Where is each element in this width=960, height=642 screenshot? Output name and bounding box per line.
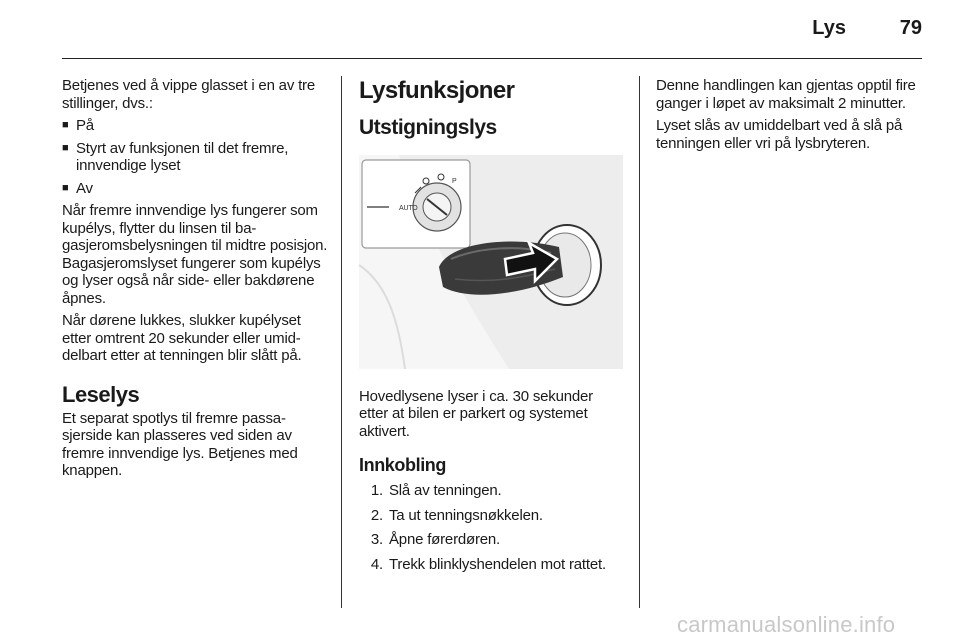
body-paragraph: Når dørene lukkes, slukker kupélyset etter omtrent 20 sekunder eller umiddelbart etter at tenningen blir slått på. <box>62 312 302 364</box>
page-title: Lys <box>812 17 846 39</box>
section-heading-leselys: Leselys <box>62 381 140 407</box>
step-number: 2. <box>370 506 383 524</box>
column-right <box>656 77 924 157</box>
watermark: carmanualsonline.info <box>677 612 896 637</box>
step-text: Trekk blinklyshendelen mot rattet. <box>389 555 606 573</box>
square-bullet-icon: ■ <box>62 141 69 154</box>
column-divider-2 <box>639 76 640 608</box>
page-number: 79 <box>899 17 922 39</box>
intro-paragraph: Betjenes ved å vippe glasset i en av tre stillinger, dvs.: <box>62 77 315 112</box>
bullet-text: Av <box>76 179 93 197</box>
bullet-text: På <box>76 117 94 134</box>
step-text: Åpne førerdøren. <box>389 531 501 548</box>
body-paragraph: Hovedlysene lyser i ca. 30 sekunder etter at bilen er parkert og systemet aktivert. <box>359 387 593 440</box>
body-paragraph: Lyset slås av umiddelbart ved å slå på tenningen eller vri på lysbryteren. <box>656 117 903 152</box>
body-paragraph: Denne handlingen kan gjentas opptil fire ganger i løpet av maksimalt 2 minutter. <box>656 77 916 112</box>
step-number: 3. <box>370 531 383 548</box>
step-number: 1. <box>370 482 383 499</box>
bullet-item <box>62 140 328 175</box>
square-bullet-icon: ■ <box>62 119 69 131</box>
bullet-item <box>62 117 328 135</box>
bullet-text: Styrt av funksjonen til det fremre, innvendige lyset <box>76 139 289 174</box>
step-item <box>359 556 625 574</box>
square-bullet-icon: ■ <box>62 181 69 194</box>
subsection-heading-innkobling: Innkobling <box>359 455 446 475</box>
auto-symbol-label: AUTO <box>399 205 418 212</box>
section-heading-lysfunksjoner: Lysfunksjoner <box>359 77 515 104</box>
parking-symbol-label: P <box>452 178 457 185</box>
body-paragraph: Et separat spotlys til fremre passasjerside kan plasseres ved siden av fremre innvendige lys. Betjenes med knappen. <box>62 409 298 479</box>
step-item <box>359 507 625 525</box>
body-paragraph: Når fremre innvendige lys fungerer som kupélys, flytter du linsen til bagasjeromsbelysningen til midtre posisjon. Bagasjeromslyset fungerer som kupélys og lyser også når side- eller bakdørene åpnes. <box>62 202 328 307</box>
step-item <box>359 482 625 500</box>
step-text: Ta ut tenningsnøkkelen. <box>389 506 543 524</box>
step-text: Slå av tenningen. <box>389 482 502 499</box>
header-rule <box>62 58 922 59</box>
step-number: 4. <box>370 555 383 573</box>
bullet-item <box>62 180 328 198</box>
steps-list <box>359 482 625 573</box>
light-switch-stalk-illustration <box>359 155 623 369</box>
subsection-heading-utstigningslys: Utstigningslys <box>359 116 497 139</box>
column-left <box>62 77 328 485</box>
column-middle <box>359 77 625 580</box>
column-divider-1 <box>341 76 342 608</box>
step-item <box>359 531 625 549</box>
